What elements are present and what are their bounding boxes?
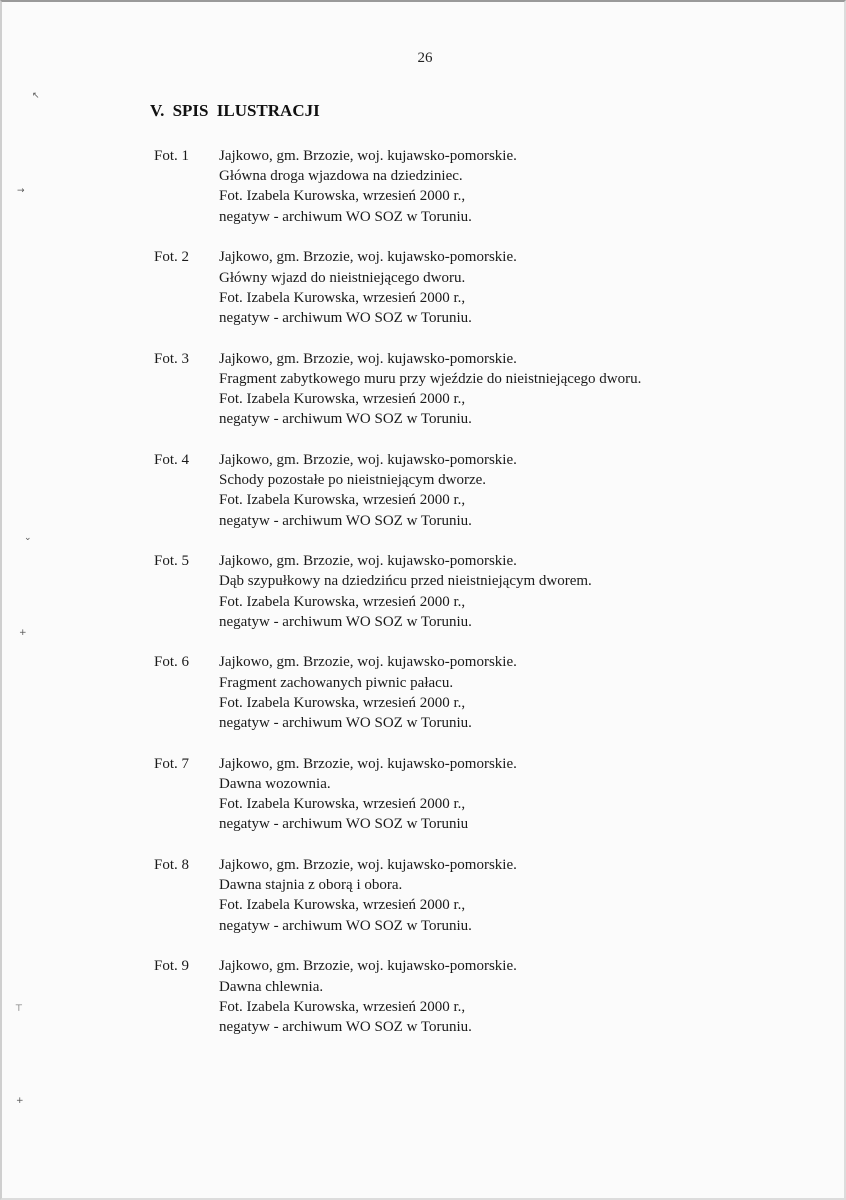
section-title: V. SPIS ILUSTRACJI — [150, 101, 320, 120]
page-number: 26 — [417, 50, 433, 66]
caption-line: negatyw - archiwum WO SOZ w Toruniu. — [219, 512, 472, 529]
illustration-entry — [154, 349, 754, 450]
caption-line: negatyw - archiwum WO SOZ w Toruniu. — [219, 411, 472, 428]
illustration-caption — [219, 349, 754, 450]
scan-mark-icon: ↖ — [32, 91, 40, 101]
caption-line: Jajkowo, gm. Brzozie, woj. kujawsko-pomorskie. — [219, 857, 517, 874]
scan-mark-icon: → — [17, 186, 25, 196]
caption-line: Fot. Izabela Kurowska, wrzesień 2000 r., — [219, 188, 466, 205]
illustration-entry — [154, 754, 754, 855]
illustration-caption — [219, 855, 754, 956]
scan-mark-icon: + — [19, 628, 27, 638]
caption-line: Fot. Izabela Kurowska, wrzesień 2000 r., — [219, 694, 466, 711]
illustration-entry — [154, 956, 754, 1057]
caption-line: Jajkowo, gm. Brzozie, woj. kujawsko-pomorskie. — [219, 249, 517, 266]
caption-line: negatyw - archiwum WO SOZ w Toruniu — [219, 816, 469, 833]
caption-line: Dąb szypułkowy na dziedzińcu przed nieistniejącym dworem. — [219, 573, 592, 590]
caption-line: Jajkowo, gm. Brzozie, woj. kujawsko-pomorskie. — [219, 350, 517, 367]
illustration-entry — [154, 652, 754, 753]
illustration-number: Fot. 7 — [154, 755, 190, 772]
caption-line: Dawna stajnia z oborą i obora. — [219, 877, 403, 894]
illustration-number: Fot. 8 — [154, 857, 190, 874]
scan-mark-icon: ⌄ — [24, 533, 32, 543]
illustration-list — [154, 146, 754, 1058]
illustration-caption — [219, 551, 754, 652]
caption-line: Jajkowo, gm. Brzozie, woj. kujawsko-pomorskie. — [219, 755, 517, 772]
scan-mark-icon: + — [16, 1096, 24, 1106]
illustration-entry — [154, 450, 754, 551]
caption-line: Fot. Izabela Kurowska, wrzesień 2000 r., — [219, 998, 466, 1015]
caption-line: Jajkowo, gm. Brzozie, woj. kujawsko-pomorskie. — [219, 148, 517, 164]
caption-line: Jajkowo, gm. Brzozie, woj. kujawsko-pomorskie. — [219, 451, 517, 468]
illustration-number: Fot. 1 — [154, 148, 190, 164]
illustration-caption — [219, 146, 754, 247]
caption-line: Fot. Izabela Kurowska, wrzesień 2000 r., — [219, 391, 466, 407]
caption-line: Fragment zachowanych piwnic pałacu. — [219, 674, 454, 691]
caption-line: negatyw - archiwum WO SOZ w Toruniu. — [219, 1018, 472, 1035]
illustration-number: Fot. 5 — [154, 553, 190, 570]
caption-line: negatyw - archiwum WO SOZ w Toruniu. — [219, 208, 472, 225]
illustration-entry — [154, 855, 754, 956]
caption-line: Jajkowo, gm. Brzozie, woj. kujawsko-pomorskie. — [219, 553, 517, 570]
caption-line: Główny wjazd do nieistniejącego dworu. — [219, 269, 466, 286]
illustration-entry — [154, 247, 754, 348]
caption-line: Fot. Izabela Kurowska, wrzesień 2000 r., — [219, 897, 466, 914]
caption-line: Fragment zabytkowego muru przy wjeździe do nieistniejącego dworu. — [219, 370, 642, 387]
illustration-number: Fot. 4 — [154, 451, 190, 468]
illustration-caption — [219, 450, 754, 551]
illustration-entry — [154, 551, 754, 652]
illustration-number: Fot. 2 — [154, 249, 190, 266]
caption-line: Fot. Izabela Kurowska, wrzesień 2000 r., — [219, 593, 466, 610]
illustration-entry — [154, 146, 754, 247]
caption-line: Dawna wozownia. — [219, 775, 331, 792]
caption-line: Fot. Izabela Kurowska, wrzesień 2000 r., — [219, 796, 466, 813]
caption-line: negatyw - archiwum WO SOZ w Toruniu. — [219, 715, 472, 732]
illustration-caption — [219, 754, 754, 855]
caption-line: Schody pozostałe po nieistniejącym dworze. — [219, 472, 487, 489]
caption-line: Fot. Izabela Kurowska, wrzesień 2000 r., — [219, 492, 466, 509]
caption-line: Jajkowo, gm. Brzozie, woj. kujawsko-pomorskie. — [219, 654, 517, 671]
illustration-caption — [219, 956, 754, 1057]
caption-line: negatyw - archiwum WO SOZ w Toruniu. — [219, 309, 472, 326]
caption-line: Fot. Izabela Kurowska, wrzesień 2000 r., — [219, 289, 466, 306]
scan-mark-icon: ⊤ — [15, 1004, 23, 1014]
caption-line: negatyw - archiwum WO SOZ w Toruniu. — [219, 917, 472, 934]
illustration-number: Fot. 3 — [154, 350, 190, 367]
caption-line: negatyw - archiwum WO SOZ w Toruniu. — [219, 613, 472, 630]
illustration-number: Fot. 6 — [154, 654, 190, 671]
caption-line: Jajkowo, gm. Brzozie, woj. kujawsko-pomorskie. — [219, 958, 517, 975]
caption-line: Główna droga wjazdowa na dziedziniec. — [219, 168, 463, 185]
caption-line: Dawna chlewnia. — [219, 978, 324, 995]
illustration-caption — [219, 652, 754, 753]
illustration-caption — [219, 247, 754, 348]
illustration-number: Fot. 9 — [154, 958, 190, 975]
